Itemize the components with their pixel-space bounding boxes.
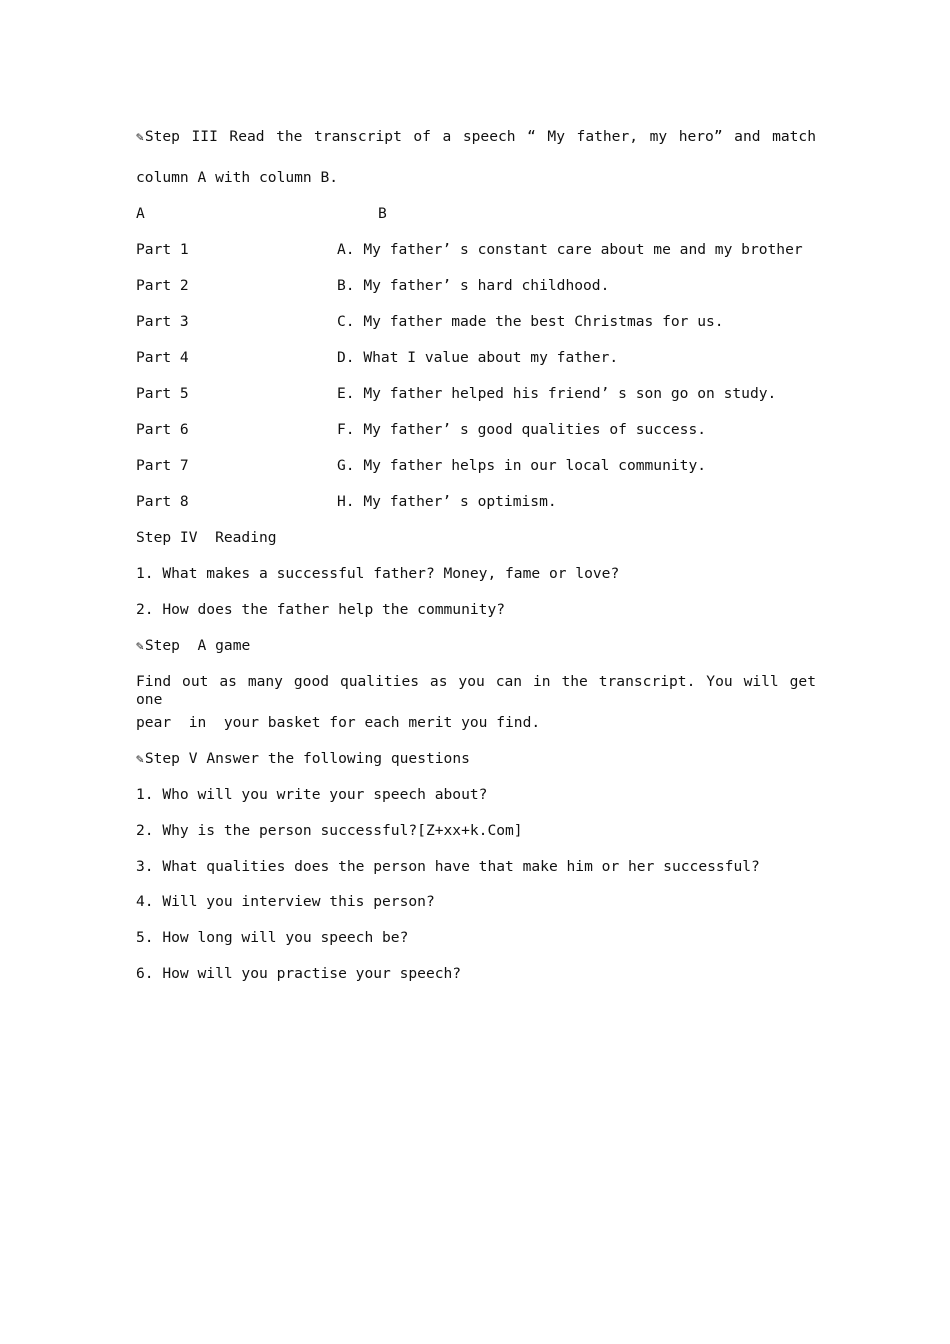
question: 6. How will you practise your speech? — [136, 965, 462, 982]
part-label: Part 1 — [136, 241, 189, 258]
part-description: G. My father helps in our local community. — [337, 457, 707, 474]
part-description: D. What I value about my father. — [337, 349, 619, 366]
part-description: F. My father’ s good qualities of success. — [337, 421, 707, 438]
step4-heading: Step IV Reading — [136, 529, 277, 546]
part-description: A. My father’ s constant care about me and my brother — [337, 241, 803, 258]
question: 2. Why is the person successful?[Z+xx+k.Com] — [136, 822, 523, 839]
question: 3. What qualities does the person have that make him or her successful? — [136, 858, 760, 875]
part-label: Part 2 — [136, 277, 189, 294]
part-label: Part 8 — [136, 493, 189, 510]
part-label: Part 5 — [136, 385, 189, 402]
question: 5. How long will you speech be? — [136, 929, 409, 946]
column-a-header: A — [136, 205, 145, 222]
question: 4. Will you interview this person? — [136, 893, 435, 910]
question: 2. How does the father help the community? — [136, 601, 506, 618]
part-description: E. My father helped his friend’ s son go on study. — [337, 385, 777, 402]
pencil-icon: ✎ — [136, 130, 144, 145]
question: 1. What makes a successful father? Money, fame or love? — [136, 565, 620, 582]
part-description: C. My father made the best Christmas for us. — [337, 313, 724, 330]
part-label: Part 7 — [136, 457, 189, 474]
column-b-header: B — [378, 205, 387, 222]
step5-heading: ✎Step V Answer the following questions — [136, 750, 470, 767]
part-label: Part 4 — [136, 349, 189, 366]
part-label: Part 3 — [136, 313, 189, 330]
step3-heading-cont: column A with column B. — [136, 169, 339, 186]
game-instructions: Find out as many good qualities as you can in the transcript. You will get one — [136, 673, 816, 708]
question: 1. Who will you write your speech about? — [136, 786, 488, 803]
step3-heading: ✎Step III Read the transcript of a speech “ My father, my hero” and match — [136, 128, 816, 145]
pencil-icon: ✎ — [136, 752, 144, 767]
pencil-icon: ✎ — [136, 639, 144, 654]
game-heading: ✎Step A game — [136, 637, 251, 654]
part-description: B. My father’ s hard childhood. — [337, 277, 610, 294]
part-label: Part 6 — [136, 421, 189, 438]
game-instructions-cont: pear in your basket for each merit you find. — [136, 714, 541, 731]
part-description: H. My father’ s optimism. — [337, 493, 557, 510]
